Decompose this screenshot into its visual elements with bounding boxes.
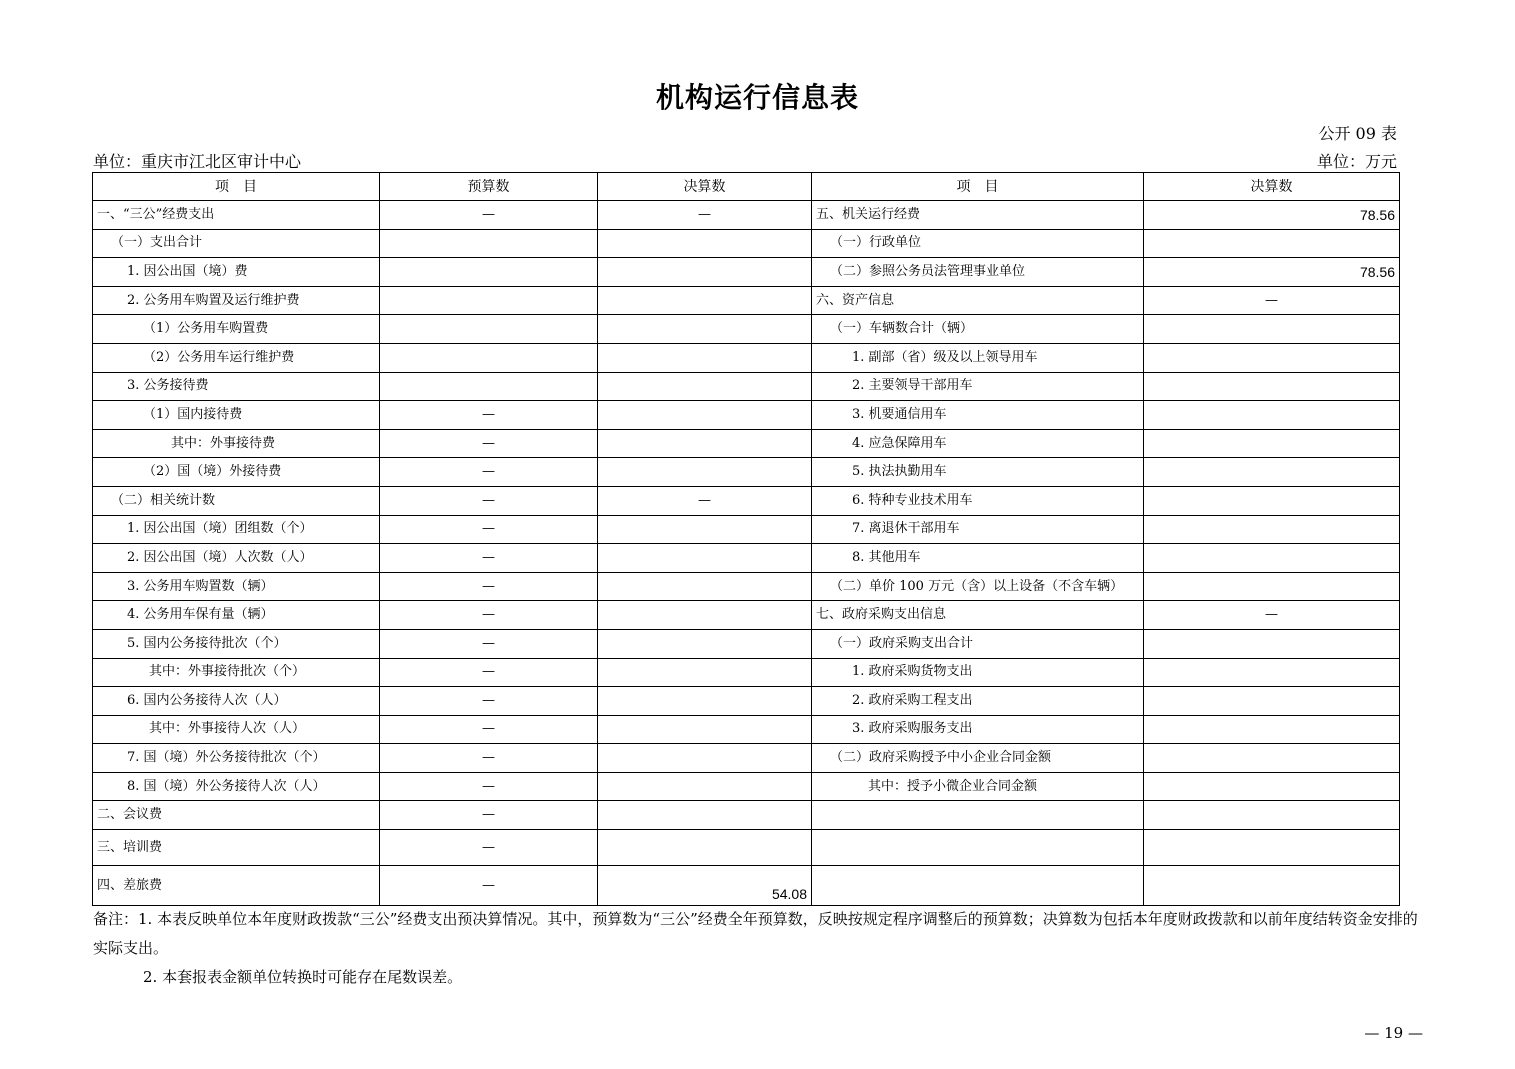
right-label: 6. 特种专业技术用车	[812, 486, 1144, 515]
table-row	[93, 658, 1400, 687]
final-cell	[598, 229, 812, 258]
row-label: （1）公务用车购置费	[93, 315, 380, 344]
row-label: 6. 国内公务接待人次（人）	[93, 687, 380, 716]
final-cell	[598, 687, 812, 716]
final-cell	[598, 258, 812, 287]
final-cell: —	[598, 201, 812, 230]
row-label: 7. 国（境）外公务接待批次（个）	[93, 744, 380, 773]
row-label: 3. 公务用车购置数（辆）	[93, 572, 380, 601]
right-value	[1144, 801, 1400, 830]
row-label: 三、培训费	[93, 830, 380, 866]
page-number: — 19 —	[1364, 1024, 1423, 1042]
budget-cell: —	[380, 801, 598, 830]
header-item: 项 目	[93, 173, 380, 201]
row-label: 其中：外事接待人次（人）	[93, 715, 380, 744]
table-row	[93, 744, 1400, 773]
budget-cell	[380, 343, 598, 372]
right-label: 7. 离退休干部用车	[812, 515, 1144, 544]
page-title: 机构运行信息表	[655, 81, 859, 114]
table-row	[93, 515, 1400, 544]
row-label: （2）国（境）外接待费	[93, 458, 380, 487]
table-row	[93, 801, 1400, 830]
right-label: （一）车辆数合计（辆）	[812, 315, 1144, 344]
table-row	[93, 401, 1400, 430]
table-row	[93, 343, 1400, 372]
budget-cell: —	[380, 572, 598, 601]
row-label: 2. 公务用车购置及运行维护费	[93, 286, 380, 315]
right-label: （一）政府采购支出合计	[812, 629, 1144, 658]
table-header-row	[93, 173, 1400, 201]
right-label: 3. 政府采购服务支出	[812, 715, 1144, 744]
table-row	[93, 629, 1400, 658]
right-value	[1144, 229, 1400, 258]
budget-cell: —	[380, 486, 598, 515]
right-label: 五、机关运行经费	[812, 201, 1144, 230]
right-value	[1144, 401, 1400, 430]
row-label: 1. 因公出国（境）团组数（个）	[93, 515, 380, 544]
right-value	[1144, 830, 1400, 866]
table-row	[93, 544, 1400, 573]
right-label	[812, 866, 1144, 906]
table-row	[93, 429, 1400, 458]
right-value	[1144, 458, 1400, 487]
row-label: 8. 国（境）外公务接待人次（人）	[93, 772, 380, 801]
budget-cell: —	[380, 401, 598, 430]
table-row	[93, 286, 1400, 315]
table-row	[93, 458, 1400, 487]
budget-cell: —	[380, 601, 598, 630]
header-budget: 预算数	[380, 173, 598, 201]
right-value	[1144, 315, 1400, 344]
final-cell	[598, 458, 812, 487]
table-row	[93, 572, 1400, 601]
notes	[93, 905, 1423, 992]
final-cell	[598, 715, 812, 744]
final-cell	[598, 315, 812, 344]
row-label: （2）公务用车运行维护费	[93, 343, 380, 372]
budget-cell: —	[380, 458, 598, 487]
right-value: —	[1144, 286, 1400, 315]
final-cell	[598, 343, 812, 372]
final-cell	[598, 830, 812, 866]
right-label: （一）行政单位	[812, 229, 1144, 258]
right-value	[1144, 629, 1400, 658]
budget-cell: —	[380, 515, 598, 544]
right-label: 其中：授予小微企业合同金额	[812, 772, 1144, 801]
table-row	[93, 687, 1400, 716]
final-cell	[598, 544, 812, 573]
budget-cell	[380, 315, 598, 344]
row-label: 二、会议费	[93, 801, 380, 830]
right-value	[1144, 687, 1400, 716]
row-label: 3. 公务接待费	[93, 372, 380, 401]
row-label: 4. 公务用车保有量（辆）	[93, 601, 380, 630]
right-label: （二）参照公务员法管理事业单位	[812, 258, 1144, 287]
row-label: 5. 国内公务接待批次（个）	[93, 629, 380, 658]
table-row	[93, 772, 1400, 801]
table-row	[93, 201, 1400, 230]
reporting-unit: 单位：重庆市江北区审计中心	[93, 152, 302, 171]
right-value	[1144, 429, 1400, 458]
final-cell	[598, 401, 812, 430]
info-table	[92, 172, 1400, 906]
right-value	[1144, 744, 1400, 773]
right-label: 七、政府采购支出信息	[812, 601, 1144, 630]
budget-cell: —	[380, 830, 598, 866]
budget-cell: —	[380, 866, 598, 906]
right-value	[1144, 544, 1400, 573]
right-label: 2. 政府采购工程支出	[812, 687, 1144, 716]
form-code: 公开 09 表	[1318, 124, 1397, 143]
right-value: —	[1144, 601, 1400, 630]
row-label: 其中：外事接待费	[93, 429, 380, 458]
right-label: 2. 主要领导干部用车	[812, 372, 1144, 401]
budget-cell: —	[380, 715, 598, 744]
budget-cell: —	[380, 772, 598, 801]
final-cell	[598, 572, 812, 601]
table-row	[93, 866, 1400, 906]
right-value	[1144, 772, 1400, 801]
row-label: 2. 因公出国（境）人次数（人）	[93, 544, 380, 573]
budget-cell	[380, 372, 598, 401]
budget-cell: —	[380, 658, 598, 687]
right-label: 3. 机要通信用车	[812, 401, 1144, 430]
right-label: 1. 副部（省）级及以上领导用车	[812, 343, 1144, 372]
right-label: 六、资产信息	[812, 286, 1144, 315]
final-cell: 54.08	[598, 866, 812, 906]
note-line-1: 备注：1. 本表反映单位本年度财政拨款“三公”经费支出预决算情况。其中，预算数为“三公”经费全年预算数，反映按规定程序调整后的预算数；决算数为包括本年度财政拨款和以前年度结转资金安排的实际支出。	[93, 910, 1418, 957]
right-label: （二）政府采购授予中小企业合同金额	[812, 744, 1144, 773]
right-value: 78.56	[1144, 258, 1400, 287]
row-label: 四、差旅费	[93, 866, 380, 906]
final-cell	[598, 801, 812, 830]
header-item-right: 项 目	[812, 173, 1144, 201]
row-label: （一）支出合计	[93, 229, 380, 258]
right-value	[1144, 715, 1400, 744]
budget-cell	[380, 258, 598, 287]
header-final-right: 决算数	[1144, 173, 1400, 201]
table-row	[93, 601, 1400, 630]
right-label: 8. 其他用车	[812, 544, 1144, 573]
budget-cell: —	[380, 429, 598, 458]
budget-cell: —	[380, 201, 598, 230]
budget-cell: —	[380, 744, 598, 773]
final-cell	[598, 515, 812, 544]
row-label: 其中：外事接待批次（个）	[93, 658, 380, 687]
right-label: 1. 政府采购货物支出	[812, 658, 1144, 687]
row-label: （1）国内接待费	[93, 401, 380, 430]
final-cell	[598, 286, 812, 315]
right-value	[1144, 372, 1400, 401]
table-row	[93, 486, 1400, 515]
budget-cell: —	[380, 687, 598, 716]
budget-cell	[380, 229, 598, 258]
final-cell	[598, 772, 812, 801]
table-row	[93, 258, 1400, 287]
final-cell	[598, 658, 812, 687]
row-label: 1. 因公出国（境）费	[93, 258, 380, 287]
final-cell	[598, 601, 812, 630]
right-label: 4. 应急保障用车	[812, 429, 1144, 458]
final-cell	[598, 429, 812, 458]
row-label: 一、“三公”经费支出	[93, 201, 380, 230]
right-label	[812, 830, 1144, 866]
table-row	[93, 229, 1400, 258]
right-value	[1144, 866, 1400, 906]
final-cell	[598, 629, 812, 658]
budget-cell	[380, 286, 598, 315]
table-row	[93, 315, 1400, 344]
right-value	[1144, 343, 1400, 372]
budget-cell: —	[380, 544, 598, 573]
table-row	[93, 715, 1400, 744]
row-label: （二）相关统计数	[93, 486, 380, 515]
final-cell	[598, 744, 812, 773]
table-row	[93, 372, 1400, 401]
table-row	[93, 830, 1400, 866]
right-value	[1144, 486, 1400, 515]
final-cell: —	[598, 486, 812, 515]
final-cell	[598, 372, 812, 401]
right-label: （二）单价 100 万元（含）以上设备（不含车辆）	[812, 572, 1144, 601]
budget-cell: —	[380, 629, 598, 658]
header-final: 决算数	[598, 173, 812, 201]
right-value	[1144, 515, 1400, 544]
right-label: 5. 执法执勤用车	[812, 458, 1144, 487]
right-value	[1144, 572, 1400, 601]
right-value: 78.56	[1144, 201, 1400, 230]
currency-unit: 单位：万元	[1316, 152, 1397, 171]
note-line-2: 2. 本套报表金额单位转换时可能存在尾数误差。	[143, 968, 463, 986]
right-value	[1144, 658, 1400, 687]
right-label	[812, 801, 1144, 830]
